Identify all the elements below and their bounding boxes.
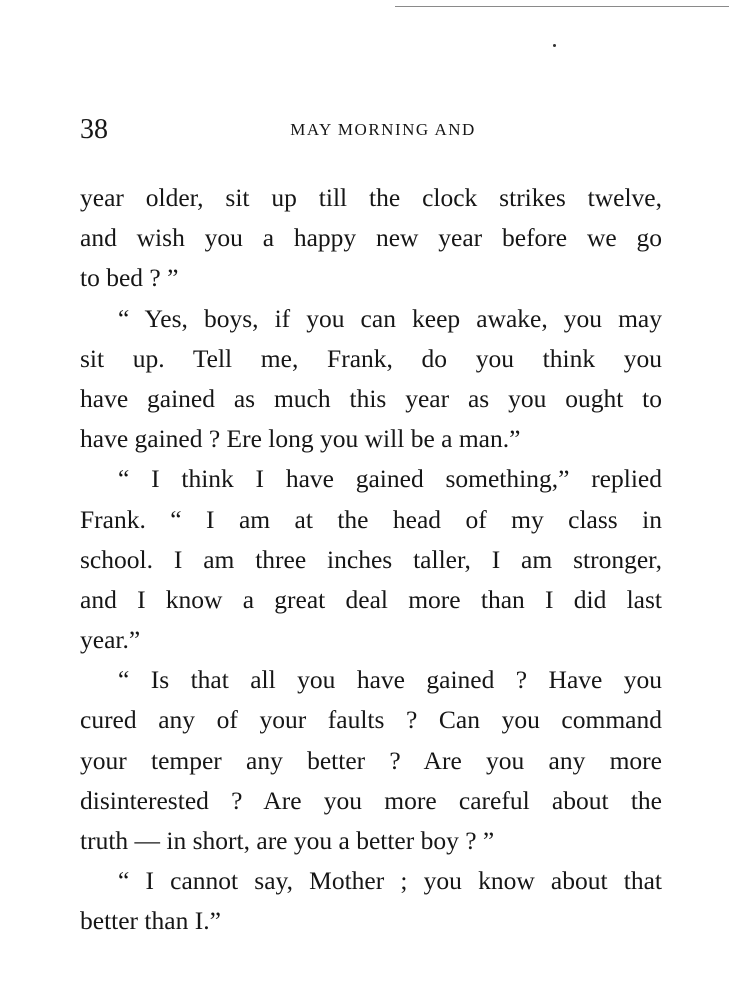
text-line: to bed ? ” xyxy=(80,263,179,293)
text-line: Frank. “ I am at the head of my class in xyxy=(80,504,662,534)
text-line: and I know a great deal more than I did last xyxy=(80,584,662,614)
text-line: “ Yes, boys, if you can keep awake, you may xyxy=(118,303,662,333)
text-line: truth — in short, are you a better boy ? ” xyxy=(80,826,495,855)
top-edge-rule xyxy=(395,6,729,7)
text-line: “ Is that all you have gained ? Have you xyxy=(118,665,662,695)
body-text xyxy=(80,178,662,942)
text-line: disinterested ? Are you more careful about the xyxy=(80,785,662,815)
running-head: MAY MORNING AND xyxy=(290,120,476,139)
text-line: cured any of your faults ? Can you command xyxy=(80,705,662,735)
text-line: sit up. Tell me, Frank, do you think you xyxy=(80,343,662,373)
ink-speck xyxy=(553,44,556,47)
text-line: year older, sit up till the clock strikes twelve, xyxy=(80,183,662,212)
text-line: your temper any better ? Are you any more xyxy=(80,745,662,775)
text-line: better than I.” xyxy=(80,906,221,936)
page-number: 38 xyxy=(80,114,108,145)
text-line: school. I am three inches taller, I am stronger, xyxy=(80,544,662,574)
text-line: “ I think I have gained something,” replied xyxy=(118,464,662,494)
page-header xyxy=(80,112,662,152)
text-line: year.” xyxy=(80,625,141,655)
text-line: have gained as much this year as you ought to xyxy=(80,383,662,413)
text-line: and wish you a happy new year before we go xyxy=(80,223,662,253)
text-line: have gained ? Ere long you will be a man.” xyxy=(80,424,521,454)
text-line: “ I cannot say, Mother ; you know about that xyxy=(118,866,662,896)
